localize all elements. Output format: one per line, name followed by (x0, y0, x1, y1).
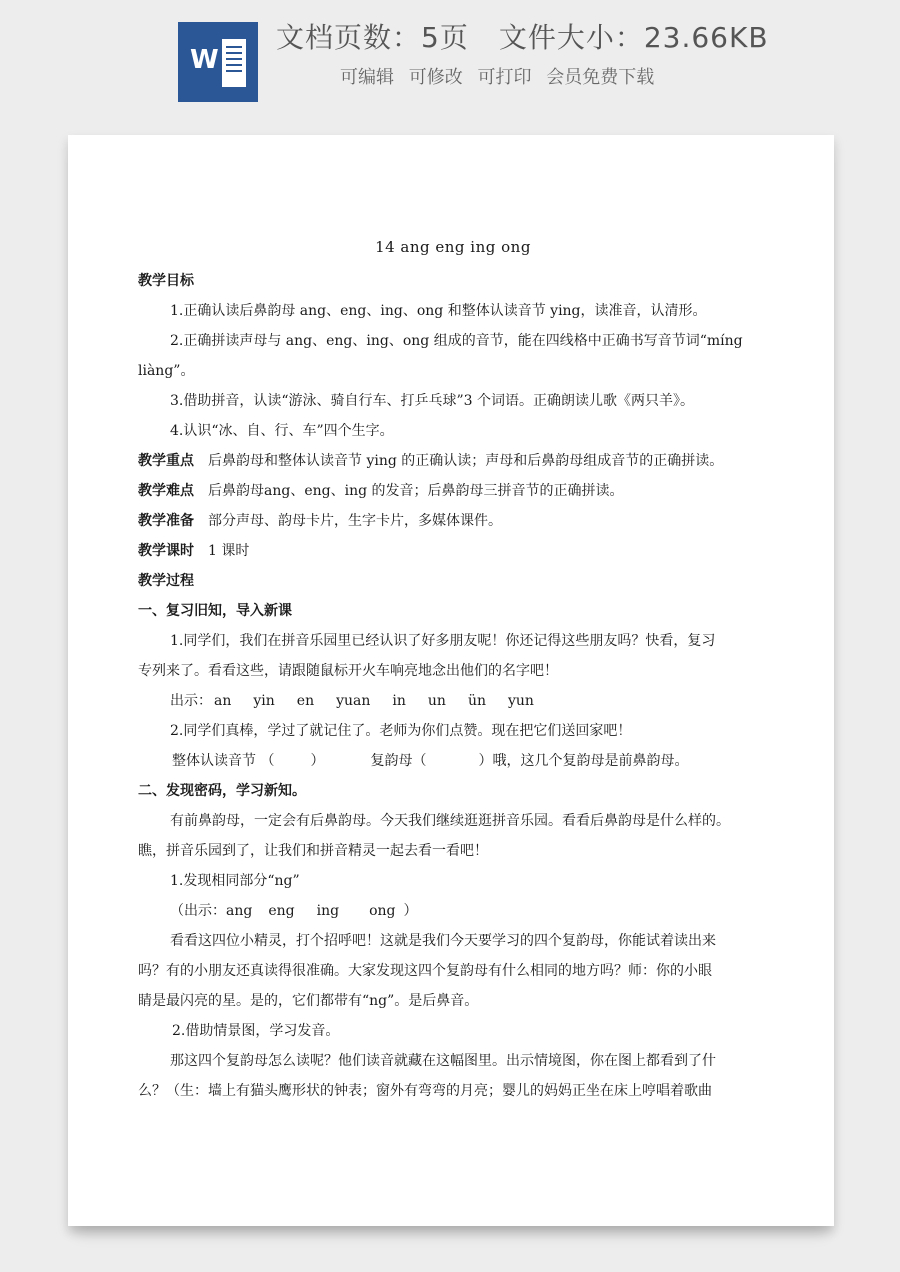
difficulties-row (138, 476, 768, 506)
paragraph-line: 么？（生：墙上有猫头鹰形状的钟表；窗外有弯弯的月亮；婴儿的妈妈正坐在床上哼唱着歌曲 (138, 1083, 712, 1099)
pinyin-item: in (392, 693, 406, 709)
word-logo-letter: W (190, 45, 219, 75)
pinyin-item: ün (467, 693, 486, 709)
page-count: 文档页数：5页 (276, 21, 469, 54)
pinyin-item: ong (369, 903, 396, 919)
banner-title (276, 18, 769, 58)
difficulties-label: 教学难点 (138, 483, 194, 499)
feature-printable: 可打印 (477, 67, 532, 88)
download-banner (0, 0, 900, 120)
key-points-row (138, 446, 768, 476)
hours-row (138, 536, 768, 566)
pinyin-item: an (214, 693, 232, 709)
fill-blank-text: ）哦，这几个复韵母是前鼻韵母。 (478, 753, 689, 769)
word-document-icon (178, 22, 258, 102)
paragraph-line: 1.同学们，我们在拼音乐园里已经认识了好多朋友呢！你还记得这些朋友吗？快看，复习 (170, 633, 716, 649)
process-heading: 教学过程 (138, 573, 194, 589)
preparation-label: 教学准备 (138, 513, 194, 529)
document-content (138, 232, 768, 1106)
pinyin-item: yin (253, 693, 275, 709)
pinyin-item: un (427, 693, 446, 709)
objective-item: 4.认识“冰、自、行、车”四个生字。 (170, 423, 394, 439)
feature-modifiable: 可修改 (408, 67, 463, 88)
paragraph-line: 2.同学们真棒，学过了就记住了。老师为你们点赞。现在把它们送回家吧！ (170, 723, 632, 739)
pinyin-item: ang (226, 903, 253, 919)
document-lines-icon (222, 39, 246, 87)
hours-label: 教学课时 (138, 543, 194, 559)
preparation-value: 部分声母、韵母卡片，生字卡片，多媒体课件。 (208, 513, 502, 529)
objective-item-continued: liàng”。 (138, 363, 195, 379)
hours-value: 1 课时 (208, 543, 250, 559)
subheading: 2.借助情景图，学习发音。 (172, 1023, 340, 1039)
subheading: 1.发现相同部分“ng” (170, 873, 300, 889)
section-heading: 一、复习旧知，导入新课 (138, 603, 292, 619)
document-page (68, 135, 834, 1226)
key-points-value: 后鼻韵母和整体认读音节 ying 的正确认读；声母和后鼻韵母组成音节的正确拼读。 (208, 453, 724, 469)
objective-item: 2.正确拼读声母与 ang、eng、ing、ong 组成的音节，能在四线格中正确书写音节词“míng (170, 333, 743, 349)
feature-member-download: 会员免费下载 (546, 67, 655, 88)
paragraph-line: 有前鼻韵母，一定会有后鼻韵母。今天我们继续逛逛拼音乐园。看看后鼻韵母是什么样的。 (170, 813, 730, 829)
fill-blank-text: ） (310, 753, 325, 769)
preparation-row (138, 506, 768, 536)
objectives-heading: 教学目标 (138, 273, 194, 289)
document-title: 14 ang eng ing ong (375, 238, 531, 256)
pinyin-item: yuan (336, 693, 371, 709)
show-label: （出示： (170, 903, 226, 919)
paragraph-line: 专列来了。看看这些，请跟随鼠标开火车响亮地念出他们的名字吧！ (138, 663, 558, 679)
fill-blank-text: 复韵母（ (370, 753, 427, 769)
show-list (138, 896, 768, 926)
show-label: 出示： (170, 693, 212, 709)
feature-editable: 可编辑 (340, 67, 394, 88)
show-list (138, 686, 768, 716)
pinyin-item: eng (268, 903, 295, 919)
fill-blank-line (138, 746, 768, 776)
difficulties-value: 后鼻韵母ang、eng、ing 的发音；后鼻韵母三拼音节的正确拼读。 (208, 483, 624, 499)
objective-item: 3.借助拼音，认读“游泳、骑自行车、打乒乓球”3 个词语。正确朗读儿歌《两只羊》。 (170, 393, 695, 409)
paragraph-line: 看看这四位小精灵，打个招呼吧！这就是我们今天要学习的四个复韵母，你能试着读出来 (170, 933, 716, 949)
section-heading: 二、发现密码，学习新知。 (138, 783, 306, 799)
fill-blank-text: 整体认读音节 （ (172, 753, 275, 769)
pinyin-item: en (296, 693, 315, 709)
paragraph-line: 那这四个复韵母怎么读呢？他们读音就藏在这幅图里。出示情境图，你在图上都看到了什 (170, 1053, 716, 1069)
paragraph-line: 睛是最闪亮的星。是的，它们都带有“ng”。是后鼻音。 (138, 993, 479, 1009)
paragraph-line: 吗？有的小朋友还真读得很准确。大家发现这四个复韵母有什么相同的地方吗？师：你的小眼 (138, 963, 712, 979)
pinyin-item: yun (507, 693, 534, 709)
file-size: 文件大小：23.66KB (498, 21, 769, 54)
pinyin-item: ing (316, 903, 340, 919)
feature-list (340, 64, 663, 92)
objective-item: 1.正确认读后鼻韵母 ang、eng、ing、ong 和整体认读音节 ying，读准音，认清形。 (170, 303, 707, 319)
show-close: ） (403, 903, 418, 919)
key-points-label: 教学重点 (138, 453, 194, 469)
paragraph-line: 瞧，拼音乐园到了，让我们和拼音精灵一起去看一看吧！ (138, 843, 488, 859)
